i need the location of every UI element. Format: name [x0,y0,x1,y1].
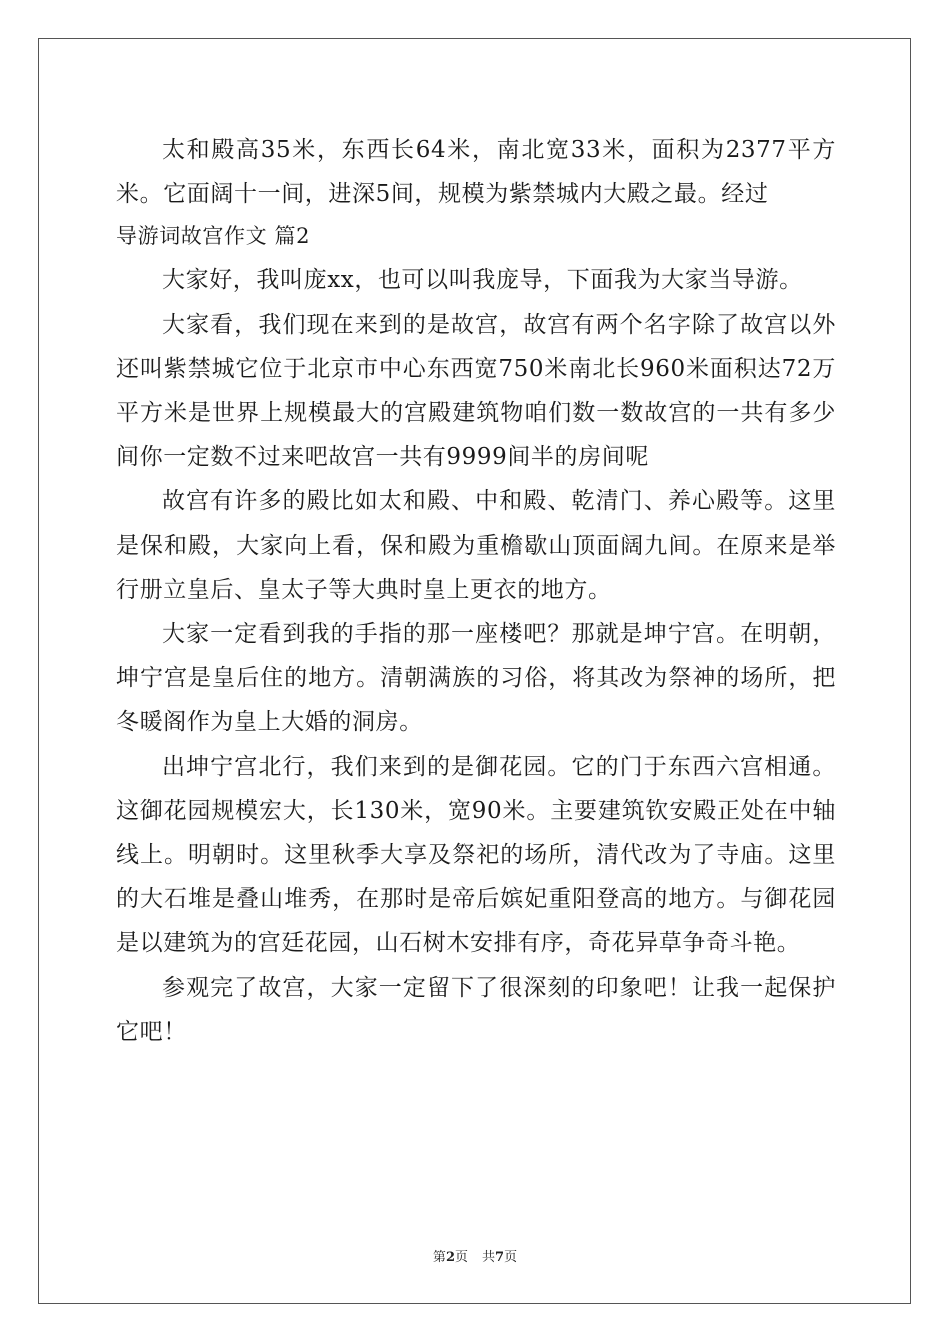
total-pages: 7 [495,1250,505,1265]
paragraph-imperial-garden: 出坤宁宫北行，我们来到的是御花园。它的门于东西六宫相通。这御花园规模宏大，长130米，宽90米。主要建筑钦安殿正处在中轴线上。明朝时。这里秋季大享及祭祀的场所，清代改为了寺庙。这里的大石堆是叠山堆秀，在那时是帝后嫔妃重阳登高的地方。与御花园是以建筑为的宫廷花园，山石树木安排有序，奇花异草争奇斗艳。 [116,753,836,957]
page-suffix: 页 [454,1250,468,1265]
document-body [116,128,836,1054]
paragraph-baohedian: 故宫有许多的殿比如太和殿、中和殿、乾清门、养心殿等。这里是保和殿，大家向上看，保和殿为重檐歇山顶面阔九间。在原来是举行册立皇后、皇太子等大典时皇上更衣的地方。 [116,488,836,603]
page-number: 2 [445,1250,455,1265]
total-suffix: 页 [504,1250,518,1265]
paragraph-closing: 参观完了故宫，大家一定留下了很深刻的印象吧！让我一起保护它吧！ [116,974,836,1045]
paragraph-taihedian: 太和殿高35米，东西长64米，南北宽33米，面积为2377平方米。它面阔十一间，进深5间，规模为紫禁城内大殿之最。经过 [116,137,836,208]
paragraph-kunninggong: 大家一定看到我的手指的那一座楼吧？那就是坤宁宫。在明朝，坤宁宫是皇后住的地方。清朝满族的习俗，将其改为祭神的场所，把冬暖阁作为皇上大婚的洞房。 [116,621,836,736]
total-prefix: 共 [482,1250,496,1265]
page-prefix: 第 [432,1250,446,1265]
page-footer [0,1246,950,1265]
section-heading: 导游词故宫作文 篇2 [116,224,311,249]
paragraph-forbidden-city-intro: 大家看，我们现在来到的是故宫，故宫有两个名字除了故宫以外还叫紫禁城它位于北京市中心东西宽750米南北长960米面积达72万平方米是世界上规模最大的宫殿建筑物咱们数一数故宫的一共有多少间你一定数不过来吧故宫一共有9999间半的房间呢 [116,311,836,471]
paragraph-greeting: 大家好，我叫庞xx，也可以叫我庞导，下面我为大家当导游。 [162,267,803,294]
